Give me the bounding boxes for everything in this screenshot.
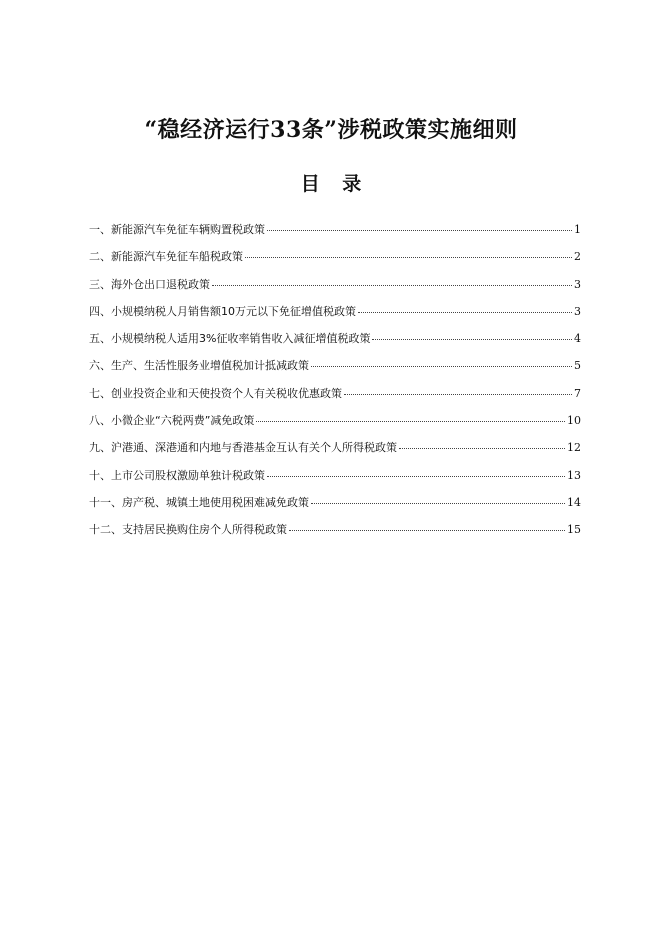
toc-entry-page: 10 xyxy=(567,414,581,428)
toc-entry-page: 14 xyxy=(567,495,581,509)
toc-entry[interactable] xyxy=(89,411,581,431)
toc-entry-label: 一、新能源汽车免征车辆购置税政策 xyxy=(89,223,265,236)
toc-leader-dots xyxy=(267,229,572,231)
toc-entry-label: 六、生产、生活性服务业增值税加计抵减政策 xyxy=(89,359,309,373)
toc-entry-page: 3 xyxy=(574,277,581,291)
toc-entry[interactable] xyxy=(89,493,581,513)
toc-entry-page: 12 xyxy=(567,441,581,455)
toc-leader-dots xyxy=(245,256,572,258)
toc-leader-dots xyxy=(311,502,565,504)
toc-entry[interactable] xyxy=(89,275,581,295)
toc-entry[interactable] xyxy=(89,384,581,404)
toc-leader-dots xyxy=(289,529,565,531)
toc-entry-label: 十一、房产税、城镇土地使用税困难减免政策 xyxy=(89,495,309,509)
toc-leader-dots xyxy=(311,365,572,367)
toc-entry[interactable] xyxy=(89,438,581,458)
toc-entry[interactable] xyxy=(89,302,581,322)
toc-entry-label: 十、上市公司股权激励单独计税政策 xyxy=(89,468,265,482)
toc-entry-page: 5 xyxy=(574,359,581,373)
toc-leader-dots xyxy=(267,475,565,477)
toc-entry[interactable] xyxy=(89,247,581,267)
toc-leader-dots xyxy=(256,420,565,422)
toc-leader-dots xyxy=(399,447,565,449)
toc-leader-dots xyxy=(372,338,572,340)
toc-entry[interactable] xyxy=(89,329,581,349)
toc-entry-label: 四、小规模纳税人月销售额10万元以下免征增值税政策 xyxy=(89,304,356,318)
toc-entry-page: 15 xyxy=(567,523,581,537)
toc-entry-label: 三、海外仓出口退税政策 xyxy=(89,277,210,291)
toc-leader-dots xyxy=(344,393,572,395)
toc-leader-dots xyxy=(212,284,572,286)
toc-entry[interactable] xyxy=(89,220,581,240)
toc-entry-page: 2 xyxy=(574,250,581,264)
toc-entry-label: 八、小微企业“六税两费”减免政策 xyxy=(89,414,255,428)
toc-entry-page: 1 xyxy=(574,223,581,236)
toc-entry-label: 九、沪港通、深港通和内地与香港基金互认有关个人所得税政策 xyxy=(89,441,397,455)
table-of-contents xyxy=(89,220,581,548)
toc-entry-label: 五、小规模纳税人适用3%征收率销售收入减征增值税政策 xyxy=(89,332,371,346)
toc-entry-label: 二、新能源汽车免征车船税政策 xyxy=(89,250,243,264)
toc-leader-dots xyxy=(358,311,572,313)
toc-entry[interactable] xyxy=(89,466,581,486)
toc-entry[interactable] xyxy=(89,356,581,376)
toc-entry-page: 7 xyxy=(574,386,581,400)
toc-entry[interactable] xyxy=(89,520,581,540)
toc-entry-page: 3 xyxy=(574,304,581,318)
toc-entry-label: 七、创业投资企业和天使投资个人有关税收优惠政策 xyxy=(89,386,342,400)
document-title: “稳经济运行33条”涉税政策实施细则 xyxy=(144,117,518,143)
toc-heading: 目 录 xyxy=(300,173,370,195)
toc-entry-page: 13 xyxy=(567,468,581,482)
toc-entry-label: 十二、支持居民换购住房个人所得税政策 xyxy=(89,523,287,537)
toc-entry-page: 4 xyxy=(574,332,581,346)
